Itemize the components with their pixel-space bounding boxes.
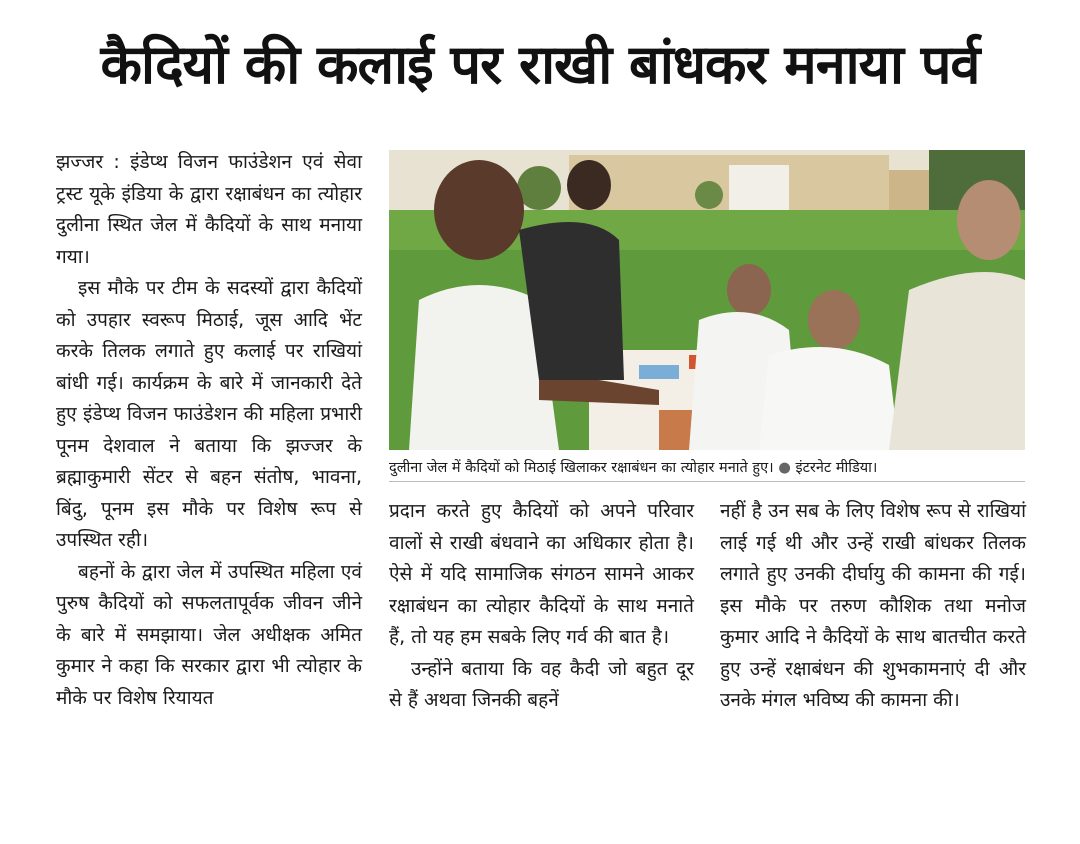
caption-text: दुलीना जेल में कैदियों को मिठाई खिलाकर रक्षाबंधन का त्योहार मनाते हुए।	[389, 460, 774, 476]
article-column-1	[56, 147, 362, 714]
photo-caption	[389, 455, 1025, 482]
article-column-3	[720, 496, 1026, 717]
photo-illustration	[389, 150, 1025, 450]
paragraph: उन्होंने बताया कि वह कैदी जो बहुत दूर से हैं अथवा जिनकी बहनें	[389, 657, 694, 711]
paragraph: प्रदान करते हुए कैदियों को अपने परिवार वालों से राखी बंधवाने का अधिकार होता है। ऐसे में यदि सामाजिक संगठन सामने आकर रक्षाबंधन का त्योहार कैदियों के साथ मनाते हैं, तो यह हम सबके लिए गर्व की बात है।	[389, 500, 694, 648]
photo-credit: इंटरनेट मीडिया।	[795, 460, 878, 476]
paragraph: इस मौके पर टीम के सदस्यों द्वारा कैदियों को उपहार स्वरूप मिठाई, जूस आदि भेंट करके तिलक लगाते हुए कलाई पर राखियां बांधी गई। कार्यक्रम के बारे में जानकारी देते हुए इंडेप्थ विजन फाउंडेशन की महिला प्रभारी पूनम देशवाल ने बताया कि झज्जर के ब्रह्माकुमारी सेंटर से बहन संतोष, भावना, बिंदु, पूनम इस मौके पर विशेष रूप से उपस्थित रही।	[56, 277, 362, 551]
news-photo	[389, 150, 1025, 450]
headline: कैदियों की कलाई पर राखी बांधकर मनाया पर्व	[100, 33, 980, 96]
paragraph-dateline: झज्जर : इंडेप्थ विजन फाउंडेशन एवं सेवा ट्रस्ट यूके इंडिया के द्वारा रक्षाबंधन का त्योहार दुलीना स्थित जेल में कैदियों के साथ मनाया गया।	[56, 151, 362, 268]
paragraph: नहीं है उन सब के लिए विशेष रूप से राखियां लाई गई थी और उन्हें राखी बांधकर तिलक लगाते हुए उनकी दीर्घायु की कामना की गई। इस मौके पर तरुण कौशिक तथा मनोज कुमार आदि ने कैदियों के साथ बातचीत करते हुए उन्हें रक्षाबंधन की शुभकामनाएं दी और उनके मंगल भविष्य की कामना की।	[720, 500, 1026, 711]
paragraph: बहनों के द्वारा जेल में उपस्थित महिला एवं पुरुष कैदियों को सफलतापूर्वक जीवन जीने के बारे में समझाया। जेल अधीक्षक अमित कुमार ने कहा कि सरकार द्वारा भी त्योहार के मौके पर विशेष रियायत	[56, 560, 362, 709]
article-column-2	[389, 496, 694, 717]
bullet-icon: ●	[778, 460, 791, 476]
